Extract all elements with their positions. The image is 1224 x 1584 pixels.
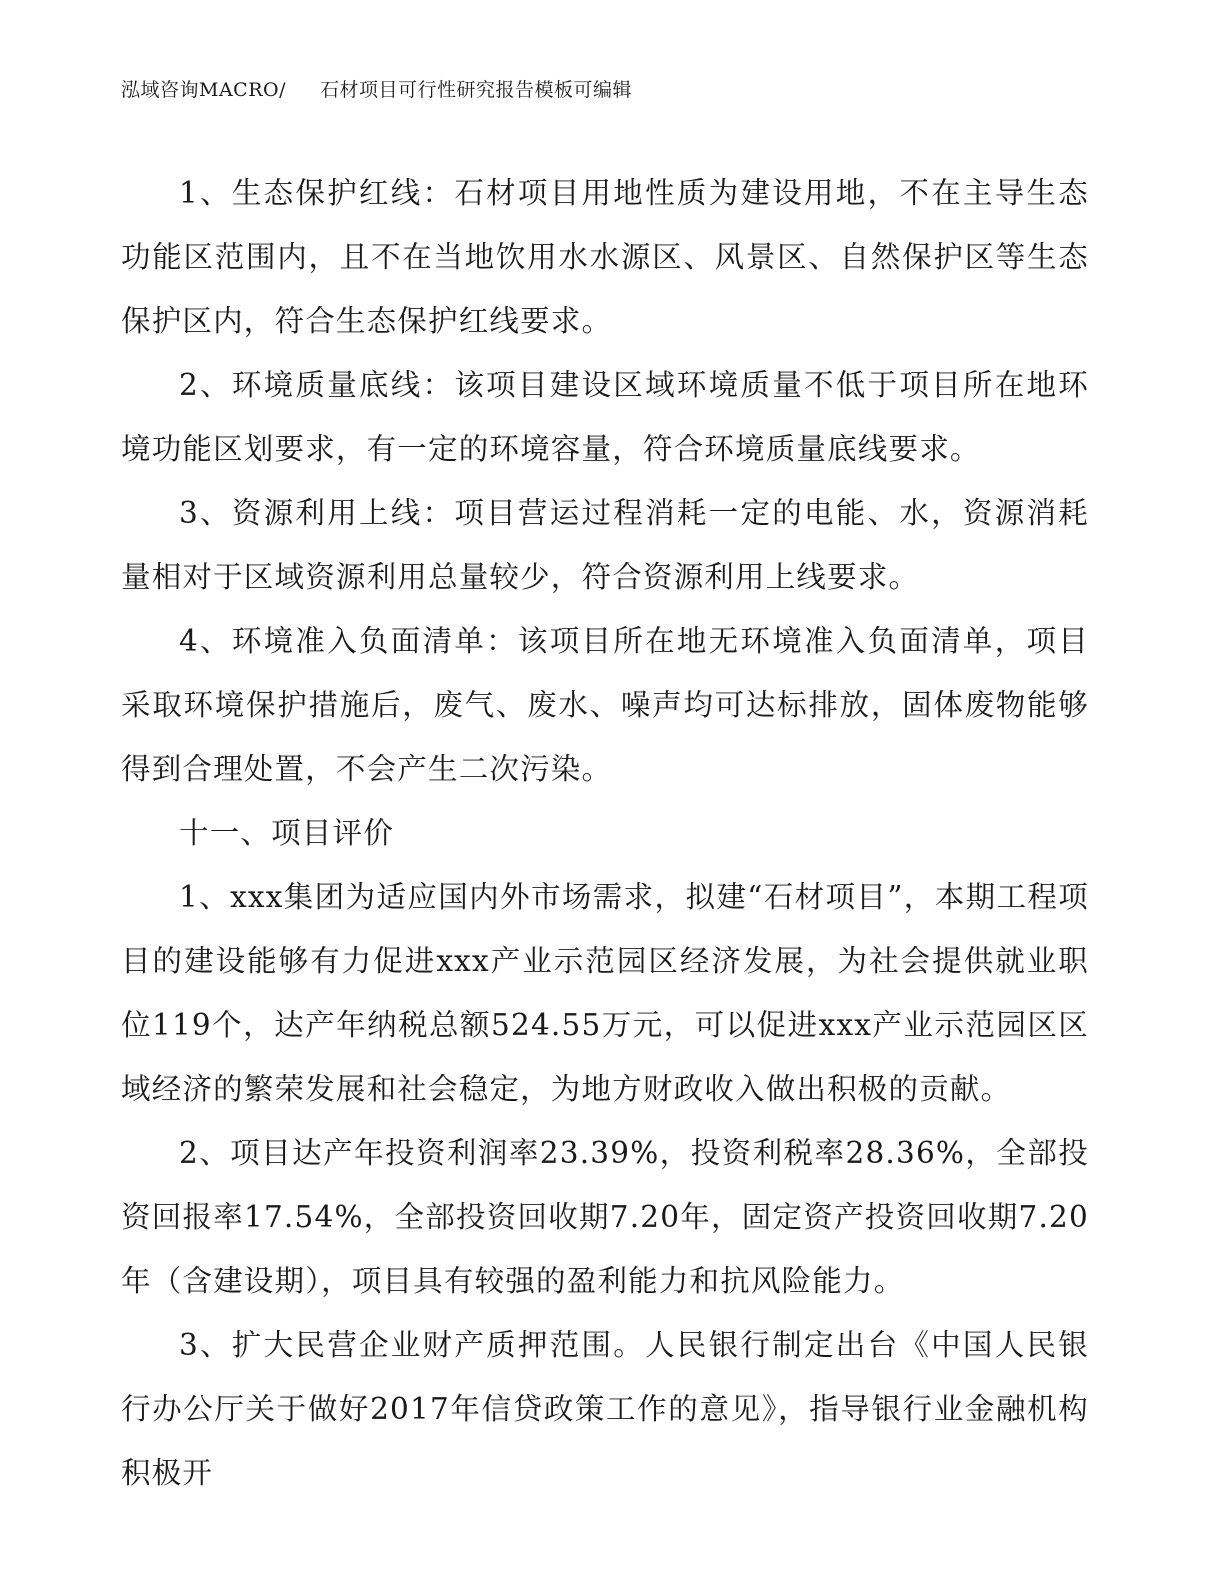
paragraph-project-evaluation-1: 1、xxx集团为适应国内外市场需求，拟建“石材项目”，本期工程项目的建设能够有力促进xxx产业示范园区经济发展，为社会提供就业职位119个，达产年纳税总额524.55万元，可以促进xxx产业示范园区区域经济的繁荣发展和社会稳定，为地方财政收入做出积极的贡献。 — [121, 880, 1089, 1106]
paragraph-negative-list: 4、环境准入负面清单：该项目所在地无环境准入负面清单，项目采取环境保护措施后，废气、废水、噪声均可达标排放，固体废物能够得到合理处置，不会产生二次污染。 — [121, 624, 1089, 786]
paragraph-ecological-redline: 1、生态保护红线：石材项目用地性质为建设用地，不在主导生态功能区范围内，且不在当地饮用水水源区、风景区、自然保护区等生态保护区内，符合生态保护红线要求。 — [121, 176, 1089, 338]
paragraph-project-evaluation-3: 3、扩大民营企业财产质押范围。人民银行制定出台《中国人民银行办公厅关于做好2017年信贷政策工作的意见》，指导银行业金融机构积极开 — [121, 1328, 1089, 1490]
header-brand: 泓域咨询MACRO/ — [121, 78, 286, 101]
paragraph-environment-quality: 2、环境质量底线：该项目建设区域环境质量不低于项目所在地环境功能区划要求，有一定的环境容量，符合环境质量底线要求。 — [121, 368, 1089, 466]
paragraph-project-evaluation-2: 2、项目达产年投资利润率23.39%，投资利税率28.36%，全部投资回报率17.54%，全部投资回收期7.20年，固定资产投资回收期7.20年（含建设期），项目具有较强的盈利能力和抗风险能力。 — [121, 1136, 1089, 1298]
section-heading: 十一、项目评价 — [179, 816, 394, 850]
page-header — [121, 70, 632, 106]
paragraph-resource-utilization: 3、资源利用上线：项目营运过程消耗一定的电能、水，资源消耗量相对于区域资源利用总量较少，符合资源利用上线要求。 — [121, 496, 1089, 594]
header-document-title: 石材项目可行性研究报告模板可编辑 — [320, 78, 633, 101]
document-body — [121, 161, 1089, 1505]
